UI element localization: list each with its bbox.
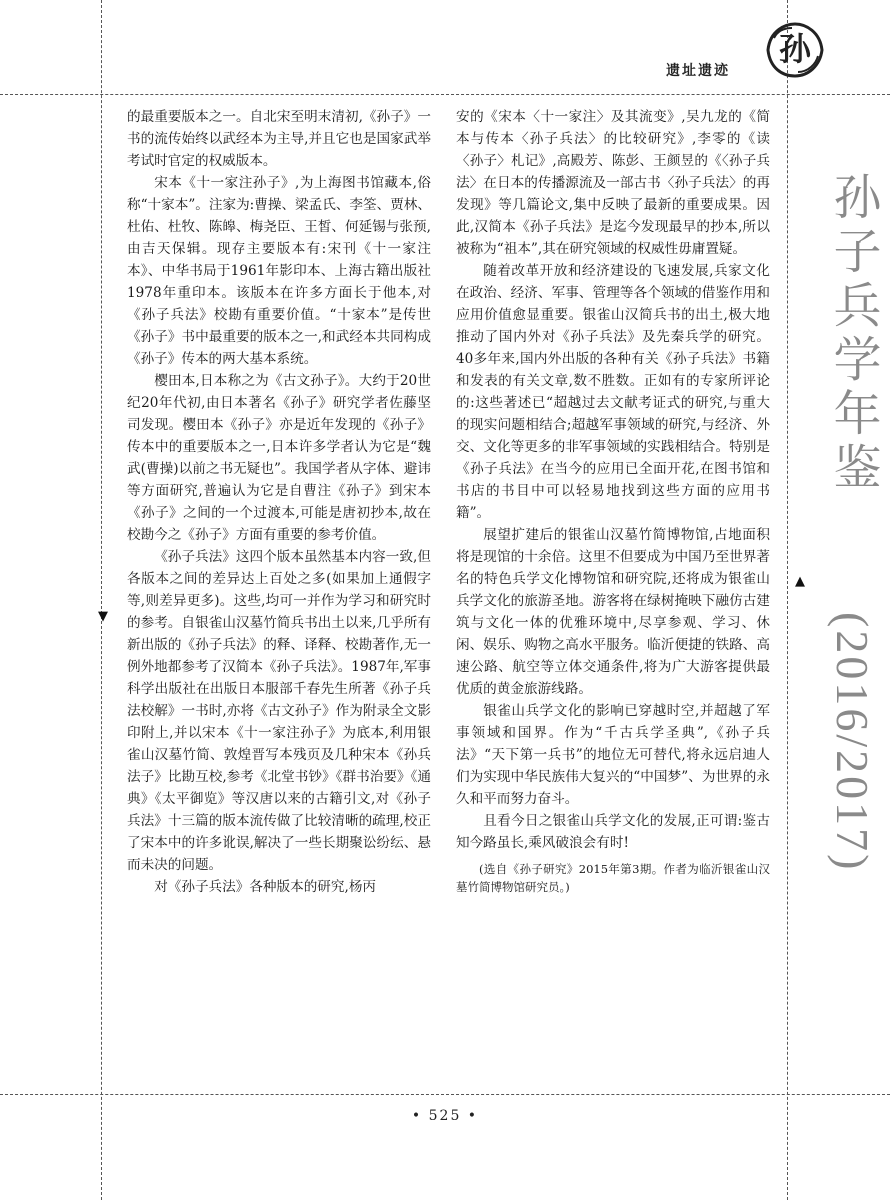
registration-triangle-left: ▼ xyxy=(98,609,108,624)
registration-triangle-right: ▲ xyxy=(795,574,805,589)
paragraph: 的最重要版本之一。自北宋至明末清初,《孙子》一书的流传始终以武经本为主导,并且它也是国家武举考试时官定的权威版本。 xyxy=(127,109,431,169)
paragraph: 对《孙子兵法》各种版本的研究,杨丙 xyxy=(154,879,377,895)
seal-logo-icon xyxy=(764,20,826,80)
section-tag: 遗址遗迹 xyxy=(666,63,730,79)
paragraph: 且看今日之银雀山兵学文化的发展,正可谓:鉴古知今路虽长,乘风破浪会有时! xyxy=(456,813,770,851)
paragraph: 展望扩建后的银雀山汉墓竹简博物馆,占地面积将是现馆的十余倍。这里不但要成为中国乃至世界著名的特色兵学文化博物馆和研究院,还将成为银雀山兵学文化的旅游圣地。游客将在绿树掩映下融仿古建筑与文化一体的优雅环境中,尽享参观、学习、休闲、娱乐、购物之高水平服务。临沂便捷的铁路、高速公路、航空等立体交通条件,将为广大游客提供最优质的黄金旅游线路。 xyxy=(456,527,770,697)
yearbook-title: 孙子兵学年鉴 xyxy=(826,172,879,496)
crop-line-bottom xyxy=(0,1094,890,1095)
journal-logo xyxy=(764,20,826,80)
crop-line-top xyxy=(0,94,890,95)
right-column xyxy=(456,106,770,896)
yearbook-year: (2016/2017) xyxy=(827,612,878,873)
page-number: • 525 • xyxy=(411,1108,479,1124)
left-column xyxy=(127,106,431,898)
paragraph: 安的《宋本〈十一家注〉及其流变》,吴九龙的《简本与传本〈孙子兵法〉的比较研究》,李零的《读〈孙子〉札记》,高殿芳、陈彭、王颜昱的《〈孙子兵法〉在日本的传播源流及一部古书〈孙子兵法〉的再发现》等几篇论文,集中反映了最新的重要成果。因此,汉简本《孙子兵法》是迄今发现最早的抄本,所以被称为“祖本”,其在研究领域的权威性毋庸置疑。 xyxy=(456,109,770,257)
svg-text:孙: 孙 xyxy=(778,30,812,68)
paragraph: 随着改革开放和经济建设的飞速发展,兵家文化在政治、经济、军事、管理等各个领域的借鉴作用和应用价值愈显重要。银雀山汉简兵书的出土,极大地推动了国内外对《孙子兵法》及先秦兵学的研究。40多年来,国内外出版的各种有关《孙子兵法》书籍和发表的有关文章,数不胜数。正如有的专家所评论的:这些著述已“超越过去文献考证式的研究,与重大的现实问题相结合;超越军事领域的研究,与经济、外交、文化等更多的非军事领域的实践相结合。特别是《孙子兵法》在当今的应用已全面开花,在图书馆和书店的书目中可以轻易地找到这些方面的应用书籍”。 xyxy=(456,263,770,521)
paragraph: 宋本《十一家注孙子》,为上海图书馆藏本,俗称“十家本”。注家为:曹操、梁孟氏、李筌、贾林、杜佑、杜牧、陈皞、梅尧臣、王皙、何延锡与张预,由吉天保辑。现存主要版本有:宋刊《十一家注本》、中华书局于1961年影印本、上海古籍出版社1978年重印本。该版本在许多方面长于他本,对《孙子兵法》校勘有重要价值。“十家本”是传世《孙子》书中最重要的版本之一,和武经本共同构成《孙子》传本的两大基本系统。 xyxy=(127,175,431,367)
paragraph: 银雀山兵学文化的影响已穿越时空,并超越了军事领域和国界。作为“千古兵学圣典”,《孙子兵法》“天下第一兵书”的地位无可替代,将永远启迪人们为实现中华民族伟大复兴的“中国梦”、为世界的永久和平而努力奋斗。 xyxy=(456,703,770,807)
crop-line-right xyxy=(787,0,788,1200)
paragraph: 《孙子兵法》这四个版本虽然基本内容一致,但各版本之间的差异达上百处之多(如果加上通假字等,则差异更多)。这些,均可一并作为学习和研究时的参考。自银雀山汉墓竹简兵书出土以来,几乎所有新出版的《孙子兵法》的释、译释、校勘著作,无一例外地都参考了汉简本《孙子兵法》。1987年,军事科学出版社在出版日本服部千春先生所著《孙子兵法校解》一书时,亦将《古文孙子》作为附录全文影印附上,并以宋本《十一家注孙子》为底本,利用银雀山汉墓竹简、敦煌晋写本残页及几种宋本《孙兵法子》比勘互校,参考《北堂书钞》《群书治要》《通典》《太平御览》等汉唐以来的古籍引文,对《孙子兵法》十三篇的版本流传做了比较清晰的疏理,校正了宋本中的许多讹误,解决了一些长期聚讼纷纭、悬而未决的问题。 xyxy=(127,549,431,873)
source-note: (选自《孙子研究》2015年第3期。作者为临沂银雀山汉墓竹简博物馆研究员。) xyxy=(456,862,770,894)
crop-line-left xyxy=(101,0,102,1200)
paragraph: 樱田本,日本称之为《古文孙子》。大约于20世纪20年代初,由日本著名《孙子》研究学者佐藤坚司发现。樱田本《孙子》亦是近年发现的《孙子》传本中的重要版本之一,日本许多学者认为它是“魏武(曹操)以前之书无疑也”。我国学者从字体、避讳等方面研究,普遍认为它是自曹注《孙子》到宋本《孙子》之间的一个过渡本,可能是唐初抄本,故在校勘今之《孙子》方面有重要的参考价值。 xyxy=(127,373,431,543)
